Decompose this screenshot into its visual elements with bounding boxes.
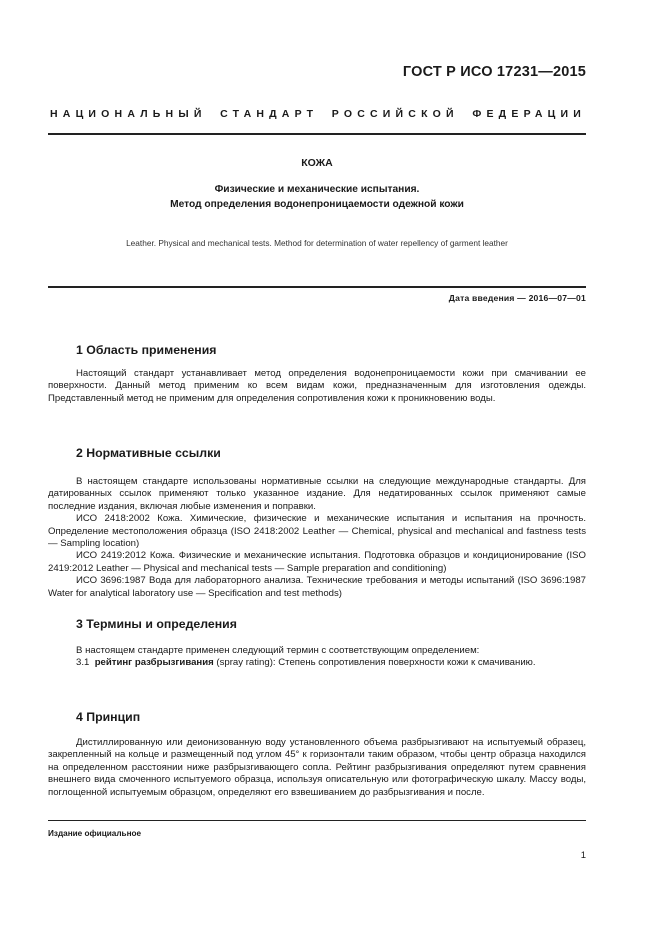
subtitle-line-1: Физические и механические испытания. (214, 184, 420, 195)
section-3-paragraph-1: В настоящем стандарте применен следующий термин с соответствующим определением: (76, 645, 480, 656)
section-2-body (48, 476, 586, 600)
section-2-reference-iso2418: ИСО 2418:2002 Кожа. Химические, физические и механические испытания и испытания на прочность. Определение местоположения образца (ISO 2418:2002 Leather — Chemical, physical and mechanical and fastness tests — Sampling location) (48, 513, 586, 550)
section-2-reference-iso2419: ИСО 2419:2012 Кожа. Физические и механические испытания. Подготовка образцов и кондиционирование (ISO 2419:2012 Leather — Physical and mechanical tests — Sample preparation and conditioning) (48, 550, 586, 574)
term-number: 3.1 (76, 657, 90, 669)
document-subtitle (48, 182, 586, 212)
term-name: рейтинг разбрызгивания (94, 657, 214, 669)
section-2-reference-iso3696: ИСО 3696:1987 Вода для лабораторного анализа. Технические требования и методы испытаний (ISO 3696:1987 Water for analytical laboratory use — Specification and test methods) (48, 575, 586, 599)
term-definition (48, 657, 586, 669)
section-1-paragraph: Настоящий стандарт устанавливает метод определения водонепроницаемости кожи при смачивании ее поверхности. Данный метод применим ко всем видам кожи, предназначенным для изготовления одежды. Представленный метод не применим для определения сопротивления кожи к проникновению воды. (48, 368, 586, 404)
section-2-heading: 2 Нормативные ссылки (76, 446, 221, 460)
document-code: ГОСТ Р ИСО 17231—2015 (402, 64, 586, 80)
footer-divider (48, 820, 586, 821)
national-standard-banner: НАЦИОНАЛЬНЫЙ СТАНДАРТ РОССИЙСКОЙ ФЕДЕРАЦИИ (50, 108, 586, 120)
section-4-heading: 4 Принцип (76, 710, 141, 724)
page-number: 1 (580, 850, 586, 861)
section-4-body (48, 737, 586, 799)
section-1-body (48, 368, 586, 405)
section-3-heading: 3 Термины и определения (76, 617, 237, 631)
header-divider (48, 133, 586, 135)
section-4-paragraph: Дистиллированную или деионизованную воду установленного объема разбрызгивают на испытуемый образец, закрепленный на кольце и размещенный под углом 45° к горизонтали таким образом, чтобы центр образца находился на определенном расстоянии ниже разбрызгивающего сопла. Рейтинг разбрызгивания определяют путем сравнения внешнего вида смоченного испытуемого образца, используя описательную или фотографическую шкалу. Массу воды, поглощенной испытуемым образцом, определяют его взвешиванием до разбрызгивания и после. (48, 737, 586, 798)
edition-note: Издание официальное (48, 829, 142, 838)
subtitle-line-2: Метод определения водонепроницаемости одежной кожи (170, 199, 464, 210)
term-definition-text: (spray rating): Степень сопротивления поверхности кожи к смачиванию. (216, 657, 536, 669)
effective-date: Дата введения — 2016—07—01 (448, 293, 586, 303)
section-2-paragraph-1: В настоящем стандарте использованы нормативные ссылки на следующие международные стандарты. Для датированных ссылок применяют только указанное издание. Для недатированных ссылок применяют самые последние издания, включая любые изменения и поправки. (48, 476, 586, 512)
section-1-heading: 1 Область применения (76, 343, 217, 357)
title-divider (48, 286, 586, 288)
document-title: КОЖА (301, 157, 333, 169)
section-3-body (48, 645, 586, 670)
english-title: Leather. Physical and mechanical tests. Method for determination of water repellency of garment leather (126, 238, 508, 248)
